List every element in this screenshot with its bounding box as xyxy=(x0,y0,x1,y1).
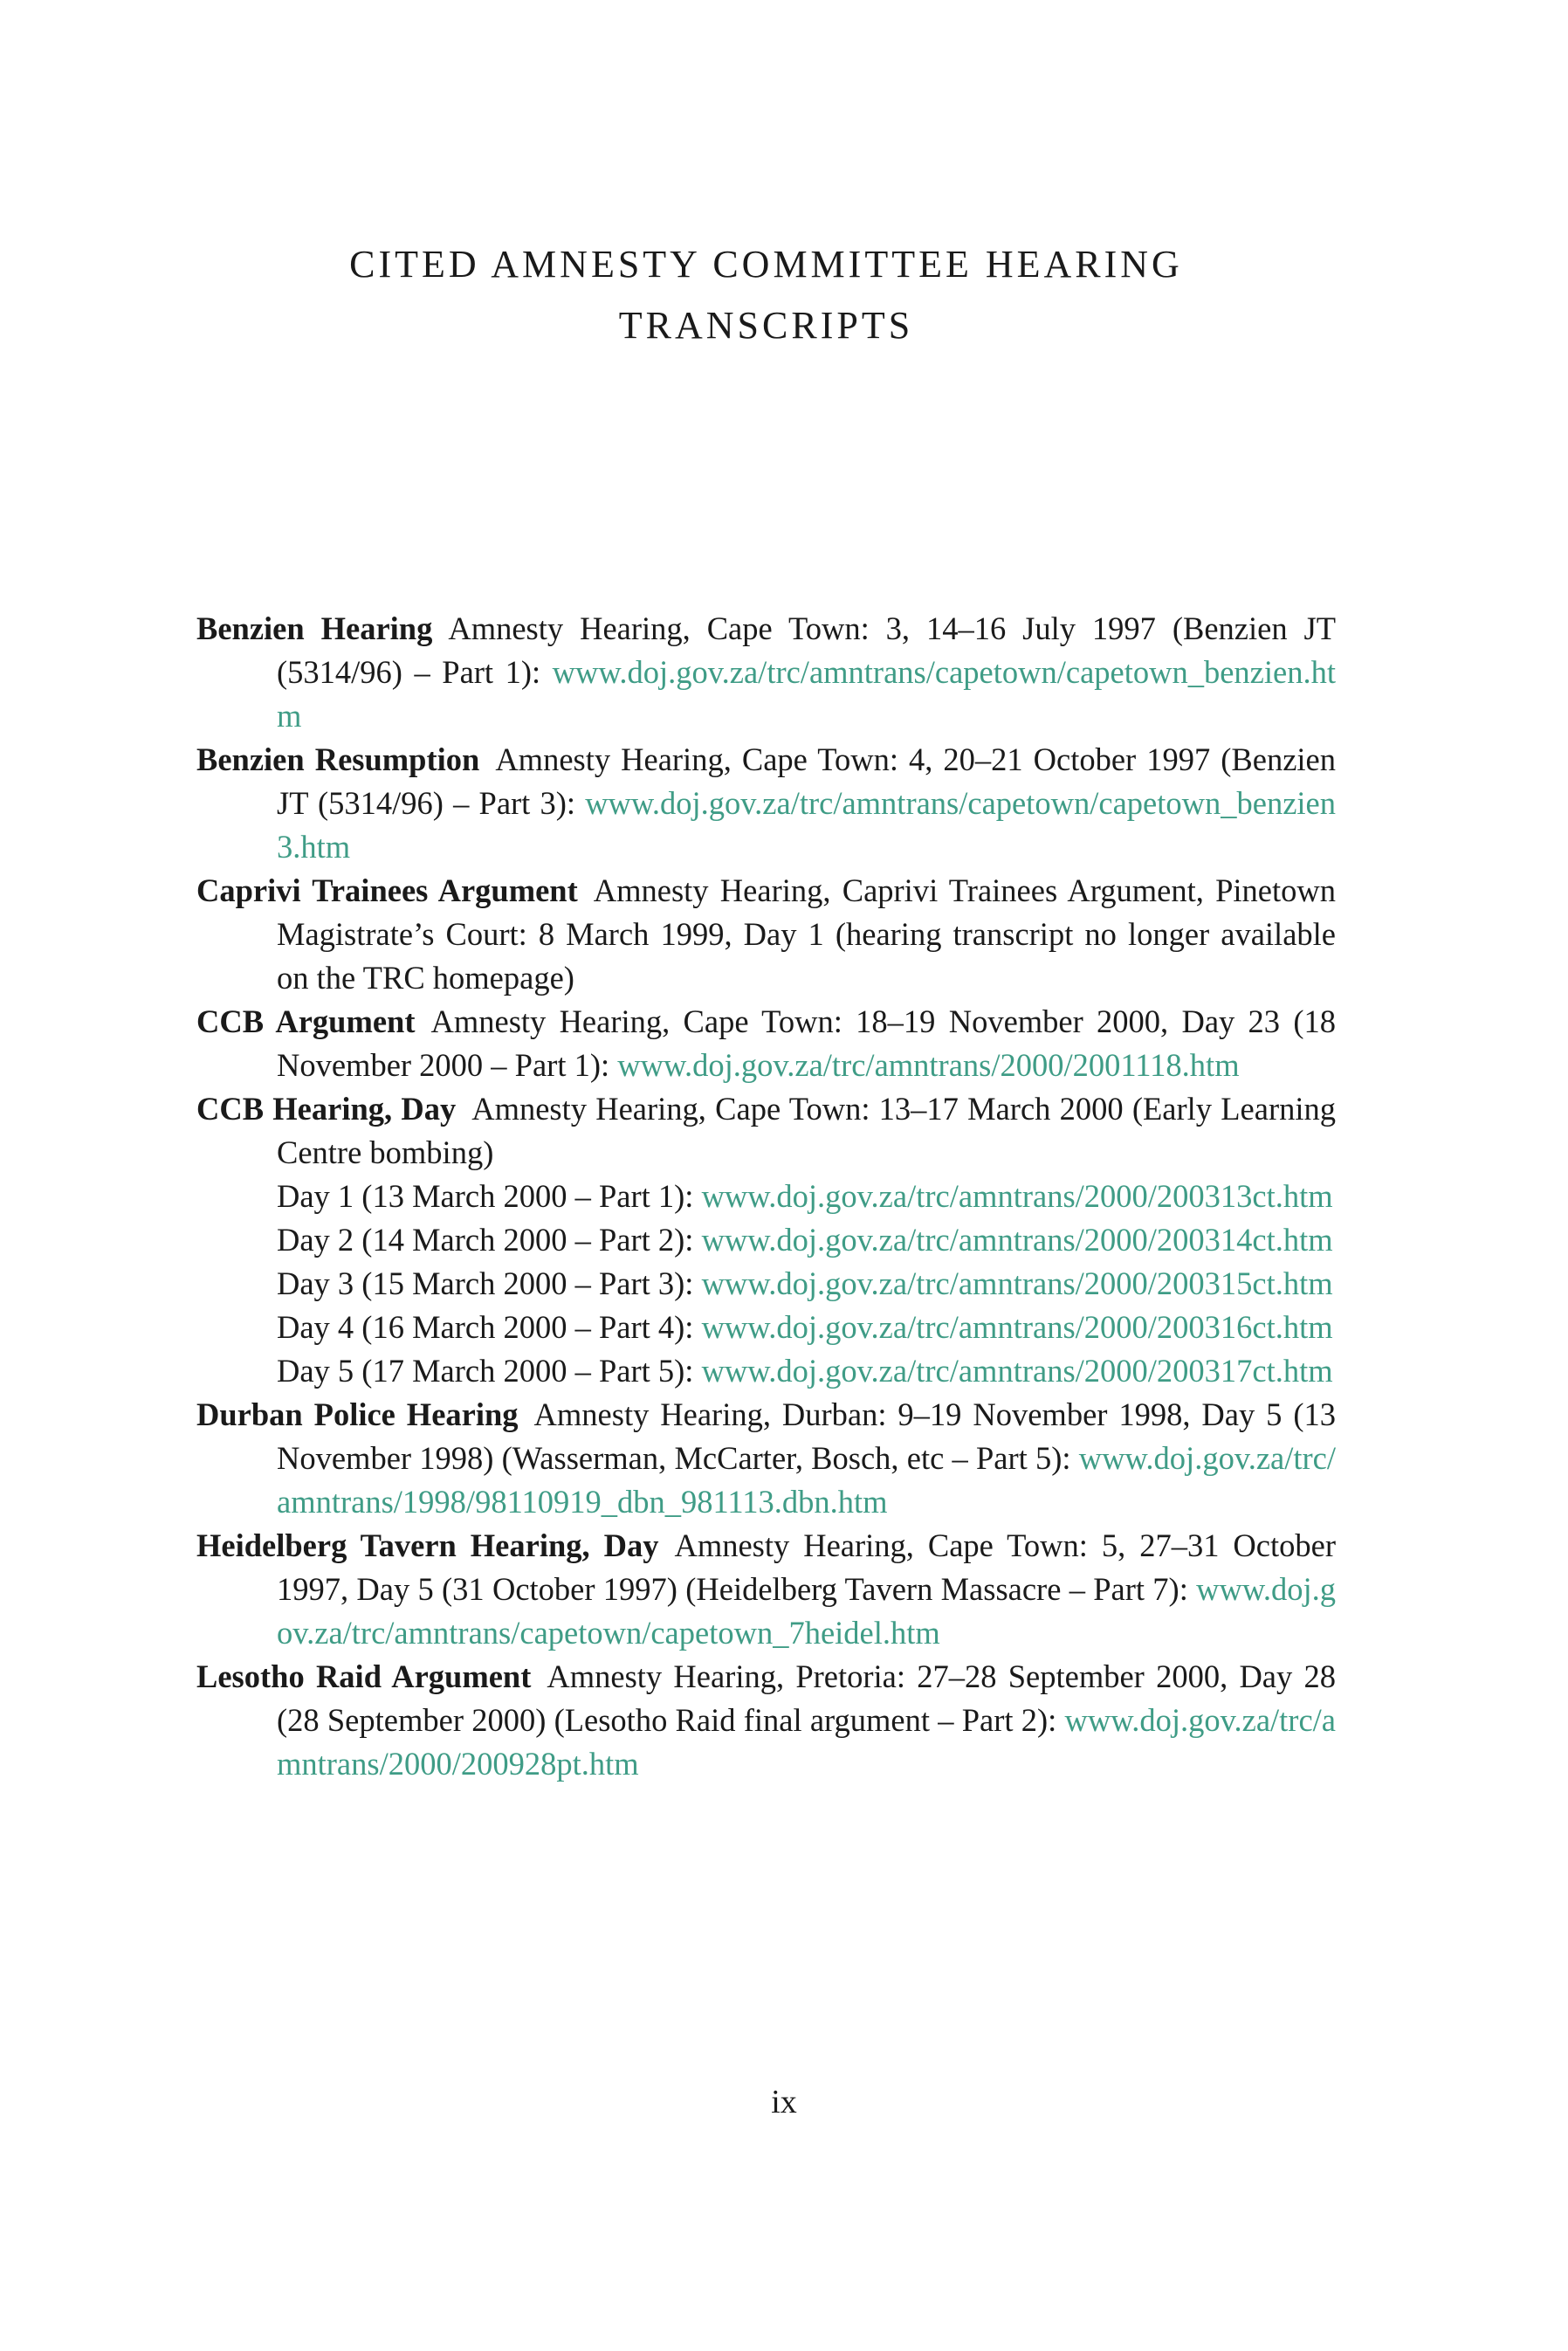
day-text: Day 2 (14 March 2000 – Part 2): xyxy=(277,1222,702,1258)
entry-text: Amnesty Hearing, Cape Town: 18–19 November 2000, Day 23 (18 November 2000 – Part 1): xyxy=(277,1003,1336,1083)
entry-heading: Heidelberg Tavern Hearing, Day xyxy=(196,1527,659,1563)
entry-link[interactable]: www.doj.gov.za/trc/amntrans/capetown/capetown_7heidel.htm xyxy=(277,1571,1336,1651)
ccb-day-3 xyxy=(196,1262,1336,1306)
day-text: Day 5 (17 March 2000 – Part 5): xyxy=(277,1353,702,1389)
entry-link[interactable]: www.doj.gov.za/trc/amntrans/2000/200928pt.htm xyxy=(277,1702,1336,1782)
page-number: ix xyxy=(771,2084,797,2120)
entry-text: Amnesty Hearing, Durban: 9–19 November 1998, Day 5 (13 November 1998) (Wasserman, McCarter, Bosch, etc – Part 5): xyxy=(277,1396,1336,1476)
day-link[interactable]: www.doj.gov.za/trc/amntrans/2000/200313ct.htm xyxy=(701,1178,1333,1214)
entry-heading: Caprivi Trainees Argument xyxy=(196,872,578,908)
entry-text: Amnesty Hearing, Caprivi Trainees Argument, Pinetown Magistrate’s Court: 8 March 1999, Day 1 (hearing transcript no longer available on the TRC homepage) xyxy=(277,872,1336,996)
entry-heading: Lesotho Raid Argument xyxy=(196,1658,532,1694)
day-text: Day 1 (13 March 2000 – Part 1): xyxy=(277,1178,702,1214)
entry-text: Amnesty Hearing, Cape Town: 4, 20–21 October 1997 (Benzien JT (5314/96) – Part 3): xyxy=(277,741,1336,821)
transcript-list xyxy=(196,607,1336,1786)
day-link[interactable]: www.doj.gov.za/trc/amntrans/2000/200317ct.htm xyxy=(701,1353,1333,1389)
entry-benzien-resumption xyxy=(196,738,1336,869)
day-text: Day 3 (15 March 2000 – Part 3): xyxy=(277,1265,702,1301)
entry-link[interactable]: www.doj.gov.za/trc/amntrans/1998/98110919_dbn_981113.dbn.htm xyxy=(277,1440,1336,1520)
entry-heading: CCB Argument xyxy=(196,1003,416,1039)
day-link[interactable]: www.doj.gov.za/trc/amntrans/2000/200316ct.htm xyxy=(701,1309,1333,1345)
entry-lesotho-raid-argument xyxy=(196,1655,1336,1786)
entry-heading: Benzien Hearing xyxy=(196,610,433,646)
entry-link[interactable]: www.doj.gov.za/trc/amntrans/capetown/capetown_benzien3.htm xyxy=(277,785,1336,865)
entry-link[interactable]: www.doj.gov.za/trc/amntrans/2000/2001118.htm xyxy=(617,1047,1240,1083)
page-title-line-2: TRANSCRIPTS xyxy=(618,304,914,347)
ccb-day-1 xyxy=(196,1175,1336,1218)
entry-heading: Durban Police Hearing xyxy=(196,1396,519,1432)
entry-heading: Benzien Resumption xyxy=(196,741,480,777)
entry-caprivi-trainees-argument xyxy=(196,869,1336,1000)
ccb-day-2 xyxy=(196,1218,1336,1262)
entry-heading: CCB Hearing, Day xyxy=(196,1091,457,1127)
entry-durban-police-hearing xyxy=(196,1393,1336,1524)
entry-ccb-hearing xyxy=(196,1087,1336,1175)
entry-benzien-hearing xyxy=(196,607,1336,738)
day-link[interactable]: www.doj.gov.za/trc/amntrans/2000/200314ct.htm xyxy=(701,1222,1333,1258)
day-link[interactable]: www.doj.gov.za/trc/amntrans/2000/200315ct.htm xyxy=(701,1265,1333,1301)
entry-link[interactable]: www.doj.gov.za/trc/amntrans/capetown/capetown_benzien.htm xyxy=(277,654,1336,734)
entry-text: Amnesty Hearing, Pretoria: 27–28 September 2000, Day 28 (28 September 2000) (Lesotho Raid final argument – Part 2): xyxy=(277,1658,1336,1738)
page-title xyxy=(196,234,1336,356)
entry-ccb-argument xyxy=(196,1000,1336,1087)
day-text: Day 4 (16 March 2000 – Part 4): xyxy=(277,1309,702,1345)
entry-text: Amnesty Hearing, Cape Town: 3, 14–16 July 1997 (Benzien JT (5314/96) – Part 1): xyxy=(277,610,1336,690)
ccb-day-5 xyxy=(196,1349,1336,1393)
entry-text: Amnesty Hearing, Cape Town: 13–17 March 2000 (Early Learning Centre bombing) xyxy=(277,1091,1337,1170)
entry-heidelberg-tavern-hearing xyxy=(196,1524,1336,1655)
entry-text: Amnesty Hearing, Cape Town: 5, 27–31 October 1997, Day 5 (31 October 1997) (Heidelberg Tavern Massacre – Part 7): xyxy=(277,1527,1336,1607)
ccb-day-4 xyxy=(196,1306,1336,1349)
page-title-line-1: CITED AMNESTY COMMITTEE HEARING xyxy=(349,243,1183,286)
